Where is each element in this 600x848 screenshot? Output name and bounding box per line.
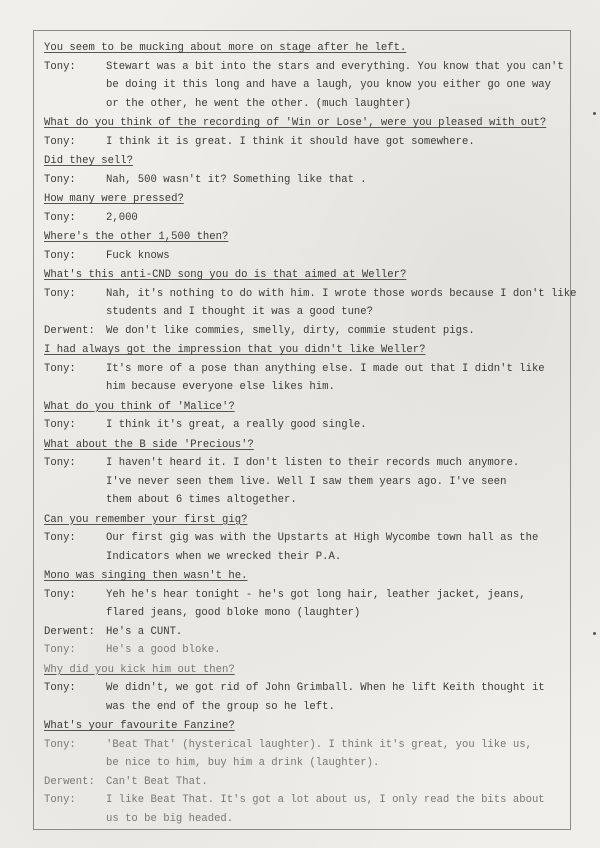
answer-text <box>106 133 564 152</box>
interview-question: Did they sell? <box>44 155 134 167</box>
answer-text <box>106 736 564 773</box>
speaker-label: Tony: <box>44 135 76 148</box>
interview-answer <box>44 247 564 266</box>
answer-line: him because everyone else likes him. <box>106 381 335 393</box>
interview-question: What do you think of the recording of 'Win or Lose', were you pleased with out? <box>44 117 547 129</box>
answer-line: I haven't heard it. I don't listen to their records much anymore. <box>106 457 520 469</box>
interview-answer <box>44 209 564 228</box>
answer-line: I've never seen them live. Well I saw them years ago. I've seen <box>106 475 507 488</box>
answer-text <box>106 791 564 828</box>
speaker-label: Derwent: <box>44 775 95 788</box>
answer-line: Indicators when we wrecked their P.A. <box>106 550 342 563</box>
interview-answer <box>44 360 564 397</box>
punch-mark <box>593 112 596 115</box>
interview-answer <box>44 322 564 341</box>
speaker-label: Tony: <box>44 173 76 186</box>
interview-answer <box>44 679 564 716</box>
interview-answer <box>44 454 564 510</box>
interview-answer <box>44 133 564 152</box>
answer-line: I like Beat That. It's got a lot about us, I only read the bits about <box>106 794 545 806</box>
answer-line: be doing it this long and have a laugh, you know you either go one way <box>106 79 552 91</box>
interview-question: What do you think of 'Malice'? <box>44 400 235 413</box>
answer-line: Stewart was a bit into the stars and everything. You know that you can't <box>106 60 564 73</box>
interview-answer <box>44 529 564 566</box>
answer-line: us to be big headed. <box>106 812 234 825</box>
answer-text <box>106 454 564 510</box>
speaker-label: Derwent: <box>44 625 95 638</box>
speaker-label: Tony: <box>44 588 76 601</box>
interview-question: You seem to be mucking about more on stage after he left. <box>44 42 407 54</box>
answer-text <box>106 58 564 114</box>
interview-answer <box>44 416 564 435</box>
answer-line: Yeh he's hear tonight - he's got long hair, leather jacket, jeans, <box>106 588 526 601</box>
answer-line: I think it's great, a really good single. <box>106 419 367 431</box>
answer-text <box>106 322 564 341</box>
interview-question: I had always got the impression that you didn't like Weller? <box>44 344 426 356</box>
interview-answer <box>44 586 564 623</box>
answer-line: We don't like commies, smelly, dirty, commie student pigs. <box>106 324 475 337</box>
interview-answer <box>44 58 564 114</box>
answer-text <box>106 171 564 190</box>
interview-question: What about the B side 'Precious'? <box>44 438 254 451</box>
interview-answer <box>44 171 564 190</box>
speaker-label: Tony: <box>44 457 76 469</box>
interview-question: Mono was singing then wasn't he. <box>44 570 248 582</box>
speaker-label: Derwent: <box>44 324 95 337</box>
answer-line: Nah, 500 wasn't it? Something like that . <box>106 173 367 186</box>
answer-line: students and I thought it was a good tune? <box>106 306 374 318</box>
speaker-label: Tony: <box>44 249 76 262</box>
answer-line: or the other, he went the other. (much laughter) <box>106 97 412 110</box>
answer-line: was the end of the group so he left. <box>106 700 335 713</box>
answer-line: He's a good bloke. <box>106 644 221 656</box>
speaker-label: Tony: <box>44 287 76 300</box>
speaker-label: Tony: <box>44 794 76 806</box>
answer-line: 2,000 <box>106 211 138 224</box>
speaker-label: Tony: <box>44 362 76 375</box>
answer-text <box>106 247 564 266</box>
answer-line: Fuck knows <box>106 249 170 262</box>
answer-text <box>106 416 564 435</box>
interview-question: What's this anti-CND song you do is that aimed at Weller? <box>44 269 407 281</box>
answer-line: Our first gig was with the Upstarts at High Wycombe town hall as the <box>106 532 539 544</box>
answer-text <box>106 641 564 660</box>
interview-answer <box>44 623 564 642</box>
interview-transcript <box>44 38 577 828</box>
answer-text <box>106 773 564 792</box>
answer-line: Nah, it's nothing to do with him. I wrote those words because I don't like <box>106 287 577 300</box>
answer-text <box>106 285 576 322</box>
interview-answer <box>44 285 577 322</box>
answer-line: Can't Beat That. <box>106 775 208 788</box>
answer-line: We didn't, we got rid of John Grimball. When he lift Keith thought it <box>106 682 545 694</box>
answer-line: be nice to him, buy him a drink (laughter). <box>106 757 380 769</box>
speaker-label: Tony: <box>44 682 76 694</box>
answer-line: I think it is great. I think it should have got somewhere. <box>106 135 475 148</box>
interview-answer <box>44 791 564 828</box>
interview-question: Where's the other 1,500 then? <box>44 231 229 243</box>
punch-mark <box>593 632 596 635</box>
answer-line: 'Beat That' (hysterical laughter). I think it's great, you like us, <box>106 738 532 751</box>
speaker-label: Tony: <box>44 60 76 73</box>
speaker-label: Tony: <box>44 532 76 544</box>
interview-answer <box>44 773 564 792</box>
interview-question: Can you remember your first gig? <box>44 513 248 526</box>
interview-question: What's your favourite Fanzine? <box>44 720 235 732</box>
speaker-label: Tony: <box>44 419 76 431</box>
answer-text <box>106 586 564 623</box>
interview-question: How many were pressed? <box>44 193 184 205</box>
speaker-label: Tony: <box>44 211 76 224</box>
speaker-label: Tony: <box>44 738 76 751</box>
interview-question: Why did you kick him out then? <box>44 663 235 676</box>
interview-answer <box>44 736 564 773</box>
answer-line: them about 6 times altogether. <box>106 494 297 506</box>
answer-text <box>106 679 564 716</box>
answer-text <box>106 529 564 566</box>
answer-line: flared jeans, good bloke mono (laughter) <box>106 607 361 619</box>
answer-text <box>106 623 564 642</box>
answer-text <box>106 360 564 397</box>
answer-line: He's a CUNT. <box>106 625 183 638</box>
answer-line: It's more of a pose than anything else. I made out that I didn't like <box>106 362 545 375</box>
interview-answer <box>44 641 564 660</box>
speaker-label: Tony: <box>44 644 76 656</box>
answer-text <box>106 209 564 228</box>
